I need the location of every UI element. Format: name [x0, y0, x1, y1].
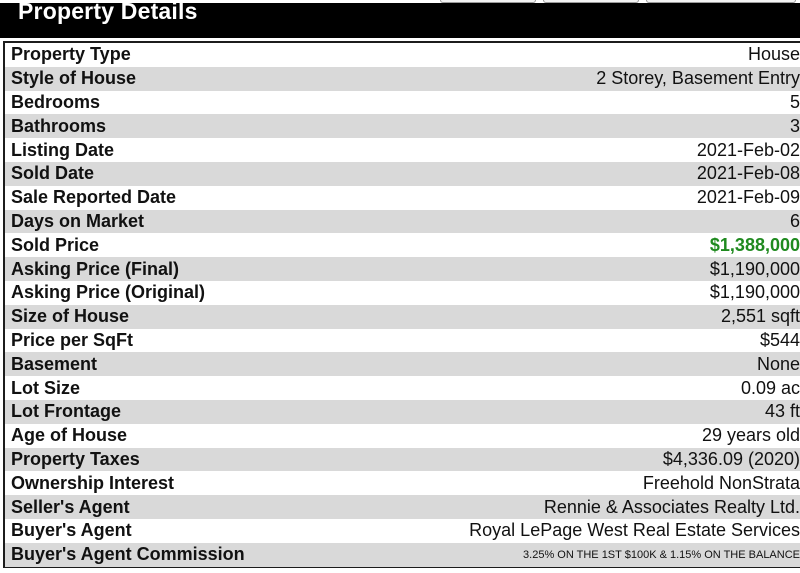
detail-row-buyers-agent [5, 519, 800, 543]
detail-label: Bedrooms [11, 91, 101, 112]
detail-row-property-type [5, 43, 800, 67]
detail-value: $544 [759, 329, 800, 350]
detail-value: $1,190,000 [709, 258, 800, 279]
detail-value: 2,551 sqft [720, 306, 800, 327]
detail-value: None [756, 353, 800, 374]
detail-row-bathrooms [5, 114, 800, 138]
detail-value: 2021-Feb-09 [696, 187, 800, 208]
detail-row-sellers-agent [5, 495, 800, 519]
detail-row-days-on-market [5, 210, 800, 234]
detail-label: Basement [11, 353, 98, 374]
detail-label: Style of House [11, 68, 137, 89]
detail-value: 3 [789, 115, 800, 136]
detail-value: 0.09 ac [740, 377, 800, 398]
detail-row-style-of-house [5, 67, 800, 91]
detail-row-listing-date [5, 138, 800, 162]
detail-value: 5 [789, 91, 800, 112]
detail-label: Age of House [11, 425, 128, 446]
detail-row-bedrooms [5, 91, 800, 115]
detail-value: 2 Storey, Basement Entry [596, 68, 800, 89]
detail-row-lot-size [5, 376, 800, 400]
detail-label: Sold Date [11, 163, 95, 184]
detail-row-age-of-house [5, 424, 800, 448]
detail-value: Freehold NonStrata [642, 472, 800, 493]
detail-label: Ownership Interest [11, 472, 175, 493]
detail-value: 3.25% ON THE 1ST $100K & 1.15% ON THE BALANCE [523, 548, 800, 561]
detail-row-sold-price [5, 233, 800, 257]
detail-row-asking-price-final [5, 257, 800, 281]
detail-value: Royal LePage West Real Estate Services [469, 520, 800, 541]
detail-row-sale-reported-date [5, 186, 800, 210]
detail-row-basement [5, 352, 800, 376]
detail-label: Lot Frontage [11, 401, 121, 422]
detail-label: Asking Price (Final) [11, 258, 180, 279]
detail-label: Property Taxes [11, 448, 140, 469]
detail-label: Sale Reported Date [11, 187, 177, 208]
detail-value: 2021-Feb-08 [696, 163, 800, 184]
detail-row-sold-date [5, 162, 800, 186]
detail-value: $1,190,000 [709, 282, 800, 303]
detail-label: Bathrooms [11, 115, 107, 136]
detail-label: Lot Size [11, 377, 81, 398]
sold-price-value: $1,388,000 [709, 234, 800, 255]
detail-row-ownership-interest [5, 471, 800, 495]
detail-label: Size of House [11, 306, 130, 327]
section-header [0, 0, 800, 38]
detail-value: Rennie & Associates Realty Ltd. [543, 496, 800, 517]
detail-row-asking-price-original [5, 281, 800, 305]
detail-value: 6 [789, 210, 800, 231]
detail-row-size-of-house [5, 305, 800, 329]
detail-label: Buyer's Agent [11, 520, 132, 541]
detail-row-buyers-agent-commission [5, 543, 800, 567]
detail-label: Listing Date [11, 139, 115, 160]
detail-value: $4,336.09 (2020) [662, 448, 800, 469]
detail-value: 43 ft [764, 401, 800, 422]
detail-value: House [747, 44, 800, 65]
detail-label: Seller's Agent [11, 496, 130, 517]
detail-value: 2021-Feb-02 [696, 139, 800, 160]
detail-label: Asking Price (Original) [11, 282, 206, 303]
detail-value: 29 years old [701, 425, 800, 446]
detail-row-property-taxes [5, 448, 800, 472]
detail-row-price-per-sqft [5, 329, 800, 353]
detail-label: Days on Market [11, 210, 145, 231]
detail-label: Property Type [11, 44, 131, 65]
detail-label: Price per SqFt [11, 329, 134, 350]
section-title: Property Details [18, 0, 198, 24]
detail-row-lot-frontage [5, 400, 800, 424]
detail-label: Sold Price [11, 234, 100, 255]
property-details-table [3, 41, 800, 568]
detail-label: Buyer's Agent Commission [11, 544, 245, 565]
